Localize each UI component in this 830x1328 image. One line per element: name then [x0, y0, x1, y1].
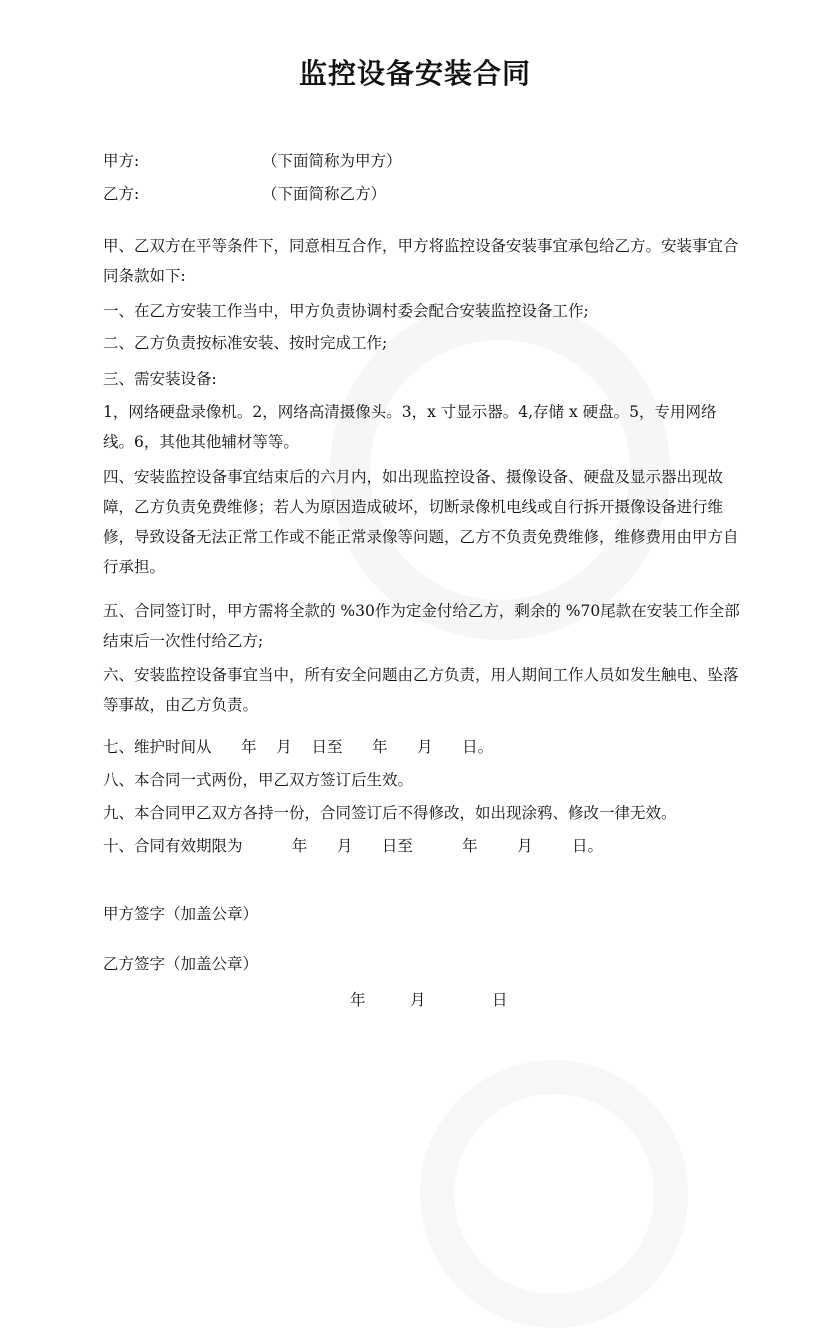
clause-1: 一、在乙方安装工作当中，甲方负责协调村委会配合安装监控设备工作; [103, 302, 589, 320]
clause-8: 八、本合同一式两份，甲乙双方签订后生效。 [103, 771, 414, 789]
party-a-label: 甲方: [103, 152, 140, 170]
clause-3-detail: 1，网络硬盘录像机。2，网络高清摄像头。3，x 寸显示器。4,存储 x 硬盘。5，专用网络线。6，其他其他辅材等等。 [103, 403, 717, 451]
clause-6: 六、安装监控设备事宜当中，所有安全问题由乙方负责，用人期间工作人员如发生触电、坠落等事故，由乙方负责。 [103, 666, 739, 714]
clause-3: 三、需安装设备: [103, 370, 217, 388]
clause-5: 五、合同签订时，甲方需将全款的 %30作为定金付给乙方，剩余的 %70尾款在安装工作全部结束后一次性付给乙方; [103, 602, 740, 650]
party-b-note: （下面简称乙方） [262, 185, 387, 203]
clause-10: 十、合同有效期限为 年 月 日至 年 月 日。 [103, 837, 603, 855]
party-b-label: 乙方: [103, 185, 140, 203]
watermark-seal-bottom [420, 1060, 688, 1328]
intro-paragraph: 甲、乙双方在平等条件下，同意相互合作，甲方将监控设备安装事宜承包给乙方。安装事宜合同条款如下: [103, 237, 739, 285]
sign-date-month: 月 [410, 991, 426, 1009]
signature-party-b: 乙方签字（加盖公章） [103, 955, 259, 973]
signature-party-a: 甲方签字（加盖公章） [103, 905, 259, 923]
page-title: 监控设备安装合同 [298, 57, 531, 90]
clause-2: 二、乙方负责按标准安装、按时完成工作; [103, 334, 388, 352]
sign-date-day: 日 [492, 991, 508, 1009]
clause-4: 四、安装监控设备事宜结束后的六月内，如出现监控设备、摄像设备、硬盘及显示器出现故障，乙方负责免费维修；若人为原因造成破坏，切断录像机电线或自行拆开摄像设备进行维修，导致设备无法正常工作或不能正常录像等问题，乙方不负责免费维修，维修费用由甲方自行承担。 [103, 468, 739, 576]
clause-9: 九、本合同甲乙双方各持一份，合同签订后不得修改，如出现涂鸦、修改一律无效。 [103, 804, 677, 822]
party-a-note: （下面简称为甲方） [262, 152, 402, 170]
clause-7: 七、维护时间从 年 月 日至 年 月 日。 [103, 738, 494, 756]
sign-date-year: 年 [350, 991, 366, 1009]
